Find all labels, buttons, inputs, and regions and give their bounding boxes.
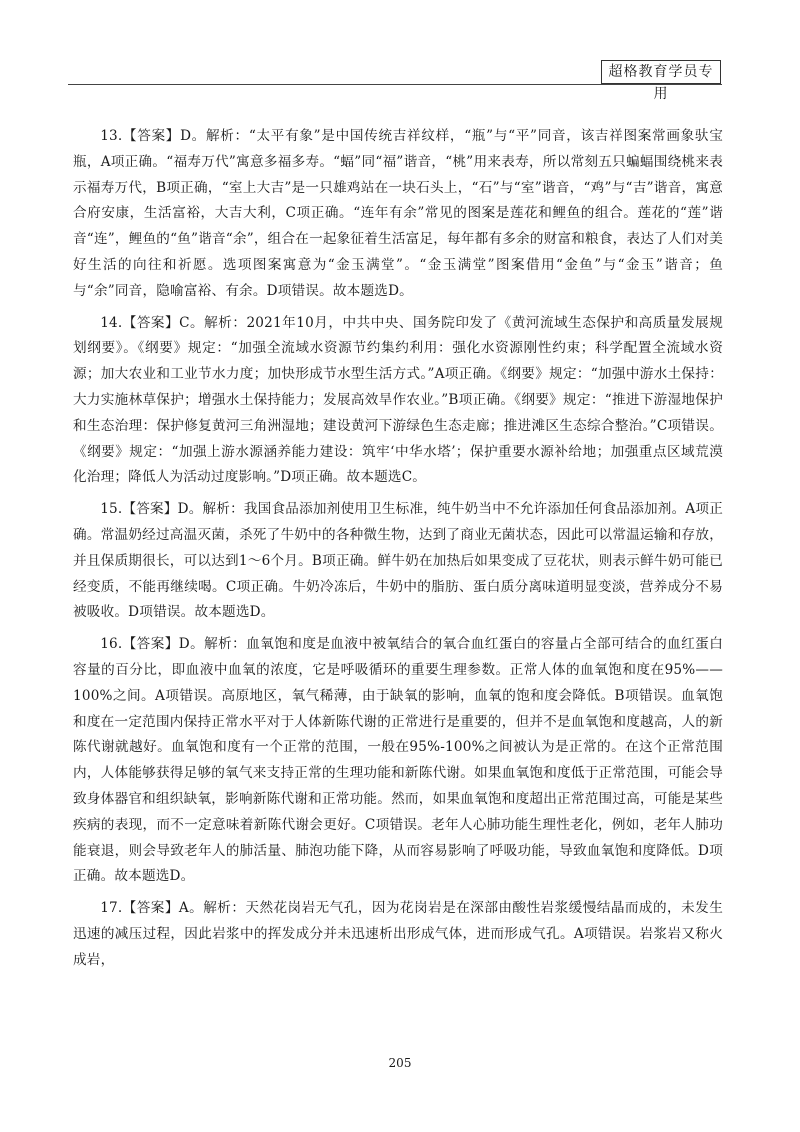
page-number: 205	[388, 1056, 412, 1070]
answer-15: 15.【答案】D。解析：我国食品添加剂使用卫生标准，纯牛奶当中不允许添加任何食品添加剂。A项正确。常温奶经过高温灭菌，杀死了牛奶中的各种微生物，达到了商业无菌状态，因此可以常温运输和存放，并且保质期很长，可以达到1～6个月。B项正确。鲜牛奶在加热后如果变成了豆花状，则表示鲜牛奶可能已经变质，不能再继续喝。C项正确。牛奶冷冻后，牛奶中的脂肪、蛋白质分离味道明显变淡，营养成分不易被吸收。D项错误。故本题选D。	[73, 501, 723, 621]
answer-13: 13.【答案】D。解析：“太平有象”是中国传统吉祥纹样，“瓶”与“平”同音，该吉祥图案常画象驮宝瓶，A项正确。“福寿万代”寓意多福多寿。“蝠”同“福”谐音，“桃”用来表寿，所以常刻五只蝙蝠围绕桃来表示福寿万代，B项正确，“室上大吉”是一只雄鸡站在一块石头上，“石”与“室”谐音，“鸡”与“吉”谐音，寓意合府安康，生活富裕，大吉大利，C项正确。“连年有余”常见的图案是莲花和鲤鱼的组合。莲花的“莲”谐音“连”，鲤鱼的“鱼”谐音“余”，组合在一起象征着生活富足，每年都有多余的财富和粮食，表达了人们对美好生活的向往和祈愿。选项图案寓意为“金玉满堂”。“金玉满堂”图案借用“金鱼”与“金玉”谐音；鱼与“余”同音，隐喻富裕、有余。D项错误。故本题选D。	[73, 128, 723, 299]
answer-17: 17.【答案】A。解析：天然花岗岩无气孔，因为花岗岩是在深部由酸性岩浆缓慢结晶而成的，未发生迅速的减压过程，因此岩浆中的挥发成分并未迅速析出形成气体，进而形成气孔。A项错误。岩浆岩又称火成岩，	[73, 900, 723, 968]
document-body	[73, 124, 723, 980]
answer-16: 16.【答案】D。解析：血氧饱和度是血液中被氧结合的氧合血红蛋白的容量占全部可结合的血红蛋白容量的百分比，即血液中血氧的浓度，它是呼吸循环的重要生理参数。正常人体的血氧饱和度在95%——100%之间。A项错误。高原地区，氧气稀薄，由于缺氧的影响，血氧的饱和度会降低。B项错误。血氧饱和度在一定范围内保持正常水平对于人体新陈代谢的正常进行是重要的，但并不是血氧饱和度越高，人的新陈代谢就越好。血氧饱和度有一个正常的范围，一般在95%-100%之间被认为是正常的。在这个正常范围内，人体能够获得足够的氧气来支持正常的生理功能和新陈代谢。如果血氧饱和度低于正常范围，可能会导致身体器官和组织缺氧，影响新陈代谢和正常功能。然而，如果血氧饱和度超出正常范围过高，可能是某些疾病的表现，而不一定意味着新陈代谢会更好。C项错误。老年人心肺功能生理性老化，例如，老年人肺功能衰退，则会导致老年人的肺活量、肺泡功能下降，从而容易影响了呼吸功能，导致血氧饱和度降低。D项正确。故本题选D。	[73, 636, 723, 885]
answer-14: 14.【答案】C。解析：2021年10月，中共中央、国务院印发了《黄河流域生态保护和高质量发展规划纲要》。《纲要》规定：“加强全流域水资源节约集约利用：强化水资源刚性约束；科学配置全流域水资源；加大农业和工业节水力度；加快形成节水型生活方式。”A项正确。《纲要》规定：“加强中游水土保持：大力实施林草保护；增强水土保持能力；发展高效旱作农业。”B项正确。《纲要》规定：“推进下游湿地保护和生态治理：保护修复黄河三角洲湿地；建设黄河下游绿色生态走廊；推进滩区生态综合整治。”C项错误。《纲要》规定：“加强上游水源涵养能力建设：筑牢‘中华水塔’；保护重要水源补给地；加强重点区域荒漠化治理；降低人为活动过度影响。”D项正确。故本题选C。	[73, 314, 723, 486]
header-divider	[68, 84, 722, 85]
header-tag: 超格教育学员专用	[601, 60, 721, 84]
